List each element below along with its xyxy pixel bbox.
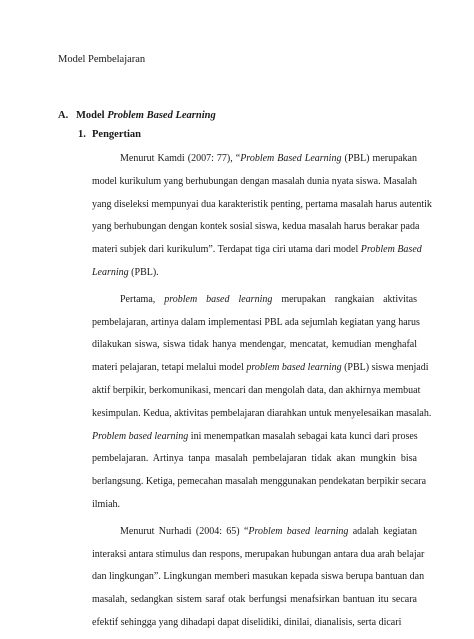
paragraph-line: efektif sehingga yang dihadapi dapat diselidiki, dinilai, dianalisis, serta dicari — [92, 616, 402, 628]
paragraph-line: berlangsung. Ketiga, pemecahan masalah menggunakan pendekatan berpikir secara — [92, 476, 427, 488]
section-emphasis: Problem Based Learning — [107, 110, 216, 121]
paragraph-line: Learning (PBL). — [92, 266, 159, 278]
subsection-number: 1. — [78, 129, 86, 140]
italic-term: Learning — [92, 266, 129, 278]
paragraph-line: kesimpulan. Kedua, aktivitas pembelajaran diarahkan untuk menyelesaikan masalah. — [92, 407, 432, 419]
italic-term: Problem Based — [360, 244, 422, 256]
paragraph — [92, 525, 425, 639]
section-prefix: Model — [76, 110, 105, 121]
paragraph-line: pembelajaran. Artinya tanpa masalah pembelajaran tidak akan mungkin bisa — [92, 453, 417, 465]
subsection-heading-1 — [78, 129, 141, 140]
paragraph-line: materi subjek dari kurikulum”. Terdapat tiga ciri utama dari model Problem Based — [92, 244, 422, 256]
paragraph-line: interaksi antara stimulus dan respons, merupakan hubungan antara dua arah belajar — [92, 548, 425, 560]
paragraph-line: Menurut Nurhadi (2004: 65) “Problem based learning adalah kegiatan — [120, 525, 417, 537]
paragraph-line: yang berhubungan dengan kontek sosial siswa, kedua masalah harus berakar pada — [92, 221, 420, 233]
paragraph — [92, 152, 432, 289]
paragraph-line: masalah, sedangkan sistem saraf otak berfungsi menafsirkan bantuan itu secara — [92, 594, 417, 606]
italic-term: problem based learning — [164, 293, 273, 305]
body-text — [92, 152, 432, 639]
paragraph-line: yang diseleksi mempunyai dua karakteristik penting, pertama masalah harus autentik — [92, 198, 432, 210]
italic-term: Problem based learning — [248, 525, 349, 537]
paragraph-line: Pertama, problem based learning merupakan rangkaian aktivitas — [120, 293, 417, 305]
paragraph-line: Problem based learning ini menempatkan masalah sebagai kata kunci dari proses — [92, 430, 418, 442]
paragraph-line: aktif berpikir, berkomunikasi, mencari dan mengolah data, dan akhirnya membuat — [92, 384, 421, 396]
italic-term: Problem based learning — [92, 430, 189, 442]
paragraph-line: ilmiah. — [92, 498, 121, 510]
section-number: A. — [58, 110, 69, 121]
paragraph-line: pembelajaran, artinya dalam implementasi PBL ada sejumlah kegiatan yang harus — [92, 316, 420, 328]
italic-term: problem based learning — [246, 362, 342, 374]
subsection-label: Pengertian — [92, 129, 141, 140]
paragraph-line: materi pelajaran, tetapi melalui model problem based learning (PBL) siswa menjadi — [92, 362, 429, 374]
paragraph-line: dan lingkungan”. Lingkungan memberi masukan kepada siswa berupa bantuan dan — [92, 571, 425, 583]
paragraph-line: Menurut Kamdi (2007: 77), “Problem Based Learning (PBL) merupakan — [120, 153, 417, 164]
paragraph-line: model kurikulum yang berhubungan dengan masalah dunia nyata siswa. Masalah — [92, 175, 417, 187]
document-title: Model Pembelajaran — [58, 54, 146, 65]
paragraph-line: dilakukan siswa, siswa tidak hanya mendengar, mencatat, kemudian menghafal — [92, 339, 417, 351]
italic-term: Problem Based Learning — [240, 153, 342, 164]
paragraph — [92, 293, 432, 521]
section-heading-a — [58, 110, 216, 121]
